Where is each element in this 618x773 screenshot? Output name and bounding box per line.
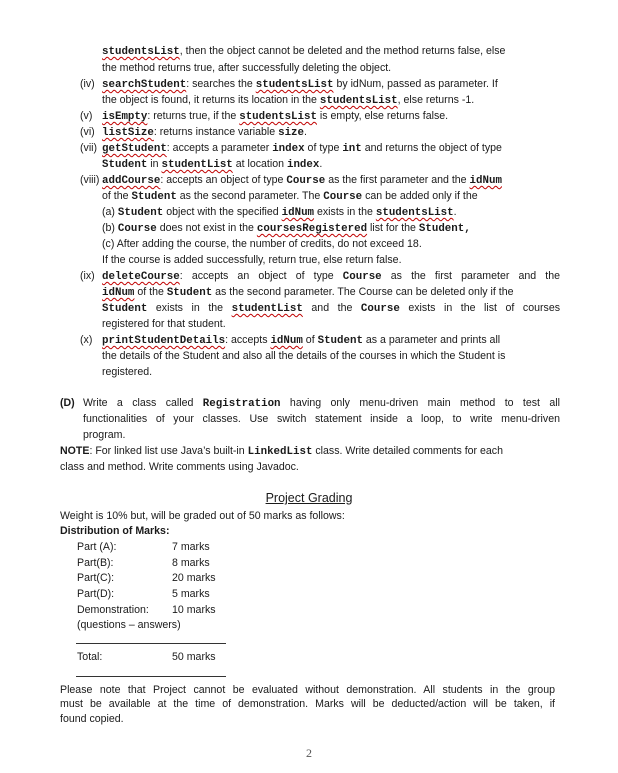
marks-value: 20 marks <box>172 572 216 584</box>
sub-condition-a: (a) Student object with the specified idNum exists in the studentsList. <box>102 206 457 219</box>
marks-value: 5 marks <box>172 588 210 600</box>
text-line: found copied. <box>60 713 124 725</box>
text-line: deleteCourse: accepts an object of type Course as the first parameter and the <box>102 270 560 283</box>
item-number: (x) <box>80 334 93 346</box>
total-label: Total: <box>77 651 103 663</box>
distribution-heading: Distribution of Marks: <box>60 525 170 537</box>
text-line: the method returns true, after successfully deleting the object. <box>102 62 392 74</box>
text-line: getStudent: accepts a parameter index of type int and returns the object of type <box>102 142 502 155</box>
text-line: addCourse: accepts an object of type Course as the first parameter and the idNum <box>102 174 502 187</box>
method-name: addCourse <box>102 175 161 187</box>
method-name: isEmpty <box>102 111 148 123</box>
note-label: NOTE <box>60 445 90 457</box>
method-name: getStudent <box>102 143 167 155</box>
section-title: Project Grading <box>265 491 353 505</box>
marks-label: Part(B): <box>77 557 114 569</box>
marks-label: Part(C): <box>77 572 115 584</box>
demo-note: (questions – answers) <box>77 619 181 631</box>
text-line: isEmpty: returns true, if the studentsList is empty, else returns false. <box>102 110 449 123</box>
item-number: (vi) <box>80 126 95 138</box>
text-line: Write a class called Registration having only menu-driven main method to test all <box>83 397 560 410</box>
item-number: (ix) <box>80 270 95 282</box>
text-line: the object is found, it returns its location in the studentsList, else returns -1. <box>102 94 475 107</box>
marks-label: Demonstration: <box>77 604 149 616</box>
note: NOTE: For linked list use Java’s built-in LinkedList class. Write detailed comments for each <box>60 445 503 458</box>
text-line: program. <box>83 429 126 441</box>
sub-condition-c: (c) After adding the course, the number of credits, do not exceed 18. <box>102 238 422 250</box>
weight-line: Weight is 10% but, will be graded out of 50 marks as follows: <box>60 510 345 522</box>
text-line: registered for that student. <box>102 318 226 330</box>
item-number: (vii) <box>80 142 98 154</box>
text-line: searchStudent: searches the studentsList by idNum, passed as parameter. If <box>102 78 498 91</box>
text-line: studentsList, then the object cannot be deleted and the method returns false, else <box>102 45 506 58</box>
item-number: (viii) <box>80 174 100 186</box>
text-line: idNum of the Student as the second parameter. The Course can be deleted only if the <box>102 286 514 299</box>
text-line: Student exists in the studentList and the Course exists in the list of courses <box>102 302 561 315</box>
text-line: of the Student as the second parameter. The Course can be added only if the <box>102 190 478 203</box>
marks-label: Part (A): <box>77 541 117 553</box>
text-line: functionalities of your classes. Use switch statement inside a loop, to write menu-driven <box>83 413 560 425</box>
text-line: If the course is added successfully, return true, else return false. <box>102 254 402 266</box>
text-line: registered. <box>102 366 153 378</box>
text-line: Please note that Project cannot be evaluated without demonstration. All students in the group <box>60 684 555 696</box>
marks-value: 10 marks <box>172 604 216 616</box>
method-name: printStudentDetails <box>102 335 226 347</box>
text-line: printStudentDetails: accepts idNum of Student as a parameter and prints all <box>102 334 501 347</box>
total-value: 50 marks <box>172 651 216 663</box>
text-line: class and method. Write comments using Javadoc. <box>60 461 299 473</box>
text-line: must be available at the time of demonstration. Marks will be deducted/action will be taken, if <box>60 698 555 710</box>
text-line: the details of the Student and also all the details of the courses in which the Student is <box>102 350 506 362</box>
text-line: listSize: returns instance variable size. <box>102 126 307 139</box>
marks-value: 8 marks <box>172 557 210 569</box>
text-line: Student in studentList at location index. <box>102 158 323 171</box>
method-name: searchStudent <box>102 79 187 91</box>
part-label: (D) <box>60 397 75 409</box>
method-name: deleteCourse <box>102 271 180 283</box>
sub-condition-b: (b) Course does not exist in the coursesRegistered list for the Student, <box>102 222 471 235</box>
marks-value: 7 marks <box>172 541 210 553</box>
marks-label: Part(D): <box>77 588 115 600</box>
page-number: 2 <box>306 746 312 760</box>
divider <box>76 643 226 644</box>
item-number: (iv) <box>80 78 95 90</box>
method-name: listSize <box>102 127 154 139</box>
divider <box>76 676 226 677</box>
item-number: (v) <box>80 110 93 122</box>
